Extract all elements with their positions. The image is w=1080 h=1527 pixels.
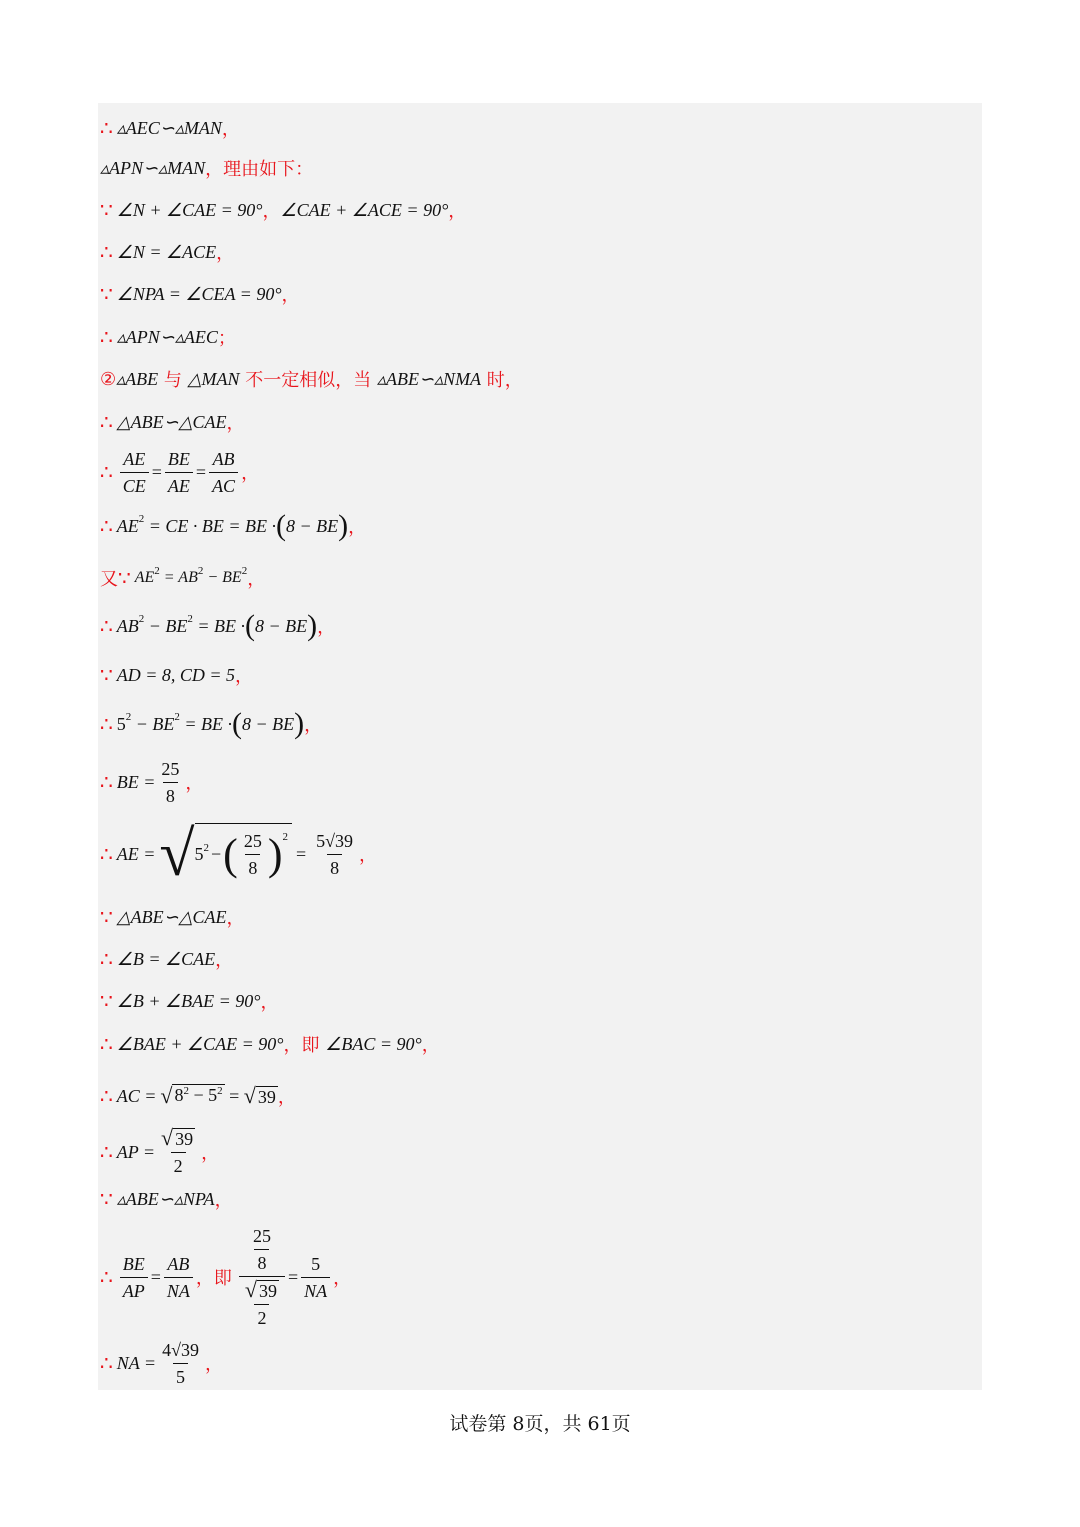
numerator: 25 bbox=[252, 1226, 271, 1246]
punctuation: ， bbox=[247, 569, 266, 590]
lhs: BE = bbox=[116, 771, 156, 792]
line-4 bbox=[100, 239, 982, 265]
lhs: AP = bbox=[116, 1141, 156, 1162]
text-3: 时， bbox=[481, 370, 523, 391]
math-part: 8 − BE bbox=[255, 615, 308, 636]
math-part: AE bbox=[116, 515, 139, 536]
equals: = bbox=[151, 461, 162, 482]
right-paren: ) bbox=[307, 609, 318, 642]
fraction-5-na bbox=[301, 1253, 330, 1302]
base: 5 bbox=[194, 844, 204, 864]
punctuation: ， bbox=[221, 119, 240, 140]
radical-2 bbox=[244, 1083, 278, 1109]
punctuation: ， bbox=[216, 243, 235, 264]
math-expr-b: ∠BAC = 90° bbox=[325, 1033, 422, 1054]
lhs: NA = bbox=[116, 1352, 157, 1373]
therefore-symbol: ∴ bbox=[100, 1140, 113, 1164]
math-part: AB bbox=[116, 615, 139, 636]
punctuation: ， bbox=[260, 992, 279, 1013]
therefore-symbol: ∴ bbox=[100, 325, 113, 349]
math-expr: ▵AEC∽▵MAN bbox=[116, 117, 222, 138]
exponent: 2 bbox=[187, 613, 193, 625]
exponent: 2 bbox=[282, 830, 288, 843]
denominator: CE bbox=[120, 472, 149, 497]
equals: = bbox=[150, 1266, 161, 1287]
radical-sign: √ bbox=[161, 1125, 174, 1150]
therefore-symbol: ∴ bbox=[100, 514, 113, 538]
numerator: AE bbox=[123, 448, 146, 469]
denominator: AP bbox=[120, 1277, 148, 1302]
left-paren: ( bbox=[232, 707, 243, 740]
therefore-symbol: ∴ bbox=[100, 116, 113, 140]
radicand bbox=[172, 1084, 224, 1108]
fraction-ab-ac bbox=[209, 448, 238, 497]
line-1 bbox=[100, 115, 982, 141]
exponent: 2 bbox=[174, 711, 180, 723]
fraction-result bbox=[159, 1339, 202, 1388]
line-3 bbox=[100, 197, 982, 223]
line-18 bbox=[100, 946, 982, 972]
therefore-symbol: ∴ bbox=[100, 1084, 113, 1108]
math-part: − BE bbox=[144, 615, 188, 636]
because-symbol: ∵ bbox=[100, 282, 113, 306]
line-15 bbox=[100, 755, 982, 809]
line-2 bbox=[100, 155, 982, 181]
denominator: AE bbox=[165, 472, 193, 497]
text-2: 不一定相似，当 bbox=[239, 370, 377, 391]
punctuation: ； bbox=[217, 328, 236, 349]
line-8 bbox=[100, 409, 982, 435]
connective: ，即 bbox=[195, 1268, 232, 1289]
math-expr: △ABE∽△CAE bbox=[116, 411, 227, 432]
therefore-symbol: ∴ bbox=[100, 460, 113, 484]
because-symbol: ∵ bbox=[100, 663, 113, 687]
punctuation: ， bbox=[317, 617, 336, 638]
equals: = bbox=[224, 1085, 244, 1106]
fraction-25-8 bbox=[250, 1225, 274, 1274]
math-part: 5 bbox=[116, 713, 126, 734]
denominator: 8 bbox=[254, 1249, 269, 1274]
therefore-symbol: ∴ bbox=[100, 712, 113, 736]
solution-panel bbox=[98, 103, 982, 1390]
therefore-symbol: ∴ bbox=[100, 1265, 113, 1289]
math-expr: ∠B = ∠CAE bbox=[116, 948, 216, 969]
denominator: NA bbox=[301, 1277, 330, 1302]
punctuation: ， bbox=[185, 773, 204, 794]
numerator: 5 bbox=[311, 1253, 321, 1274]
fraction-25-8 bbox=[241, 830, 265, 879]
math-expr: ∠B + ∠BAE = 90° bbox=[116, 990, 261, 1011]
punctuation: ， bbox=[421, 1035, 440, 1056]
line-23 bbox=[100, 1186, 982, 1212]
because-symbol: ∵ bbox=[100, 905, 113, 929]
connective: ，即 bbox=[283, 1035, 326, 1056]
radical-sign: √ bbox=[160, 1083, 173, 1108]
text-1: 与 bbox=[158, 370, 188, 391]
math-expr-a: ▵ABE bbox=[116, 368, 159, 389]
numerator: BE bbox=[167, 448, 190, 469]
therefore-symbol: ∴ bbox=[100, 770, 113, 794]
also-text: 又 bbox=[100, 569, 118, 590]
line-19 bbox=[100, 988, 982, 1014]
math-expr-a: ∠N + ∠CAE = 90° bbox=[116, 199, 263, 220]
therefore-symbol: ∴ bbox=[100, 947, 113, 971]
exponent: 2 bbox=[125, 711, 132, 723]
therefore-symbol: ∴ bbox=[100, 842, 113, 866]
fraction-ae-ce bbox=[120, 448, 149, 497]
punctuation: ， bbox=[448, 201, 467, 222]
fraction-ab-na bbox=[164, 1253, 193, 1302]
radical-1 bbox=[160, 1083, 224, 1109]
fraction-be-ae bbox=[165, 448, 193, 497]
math-part: − BE bbox=[131, 713, 175, 734]
punctuation: ， bbox=[241, 463, 260, 484]
radical bbox=[159, 818, 292, 889]
math-part: − BE bbox=[203, 569, 242, 586]
math-part: = BE · bbox=[179, 713, 233, 734]
math-part: 8 − BE bbox=[242, 713, 295, 734]
therefore-symbol: ∴ bbox=[100, 1351, 113, 1375]
math-expr: ∠N = ∠ACE bbox=[116, 241, 217, 262]
fraction-sqrt39-2 bbox=[242, 1279, 282, 1329]
numerator bbox=[242, 1279, 282, 1304]
denominator: AC bbox=[209, 472, 238, 497]
numerator: BE bbox=[122, 1253, 145, 1274]
math-expr: ∠NPA = ∠CEA = 90° bbox=[116, 283, 282, 304]
exponent: 2 bbox=[203, 841, 209, 854]
punctuation: ， bbox=[348, 517, 367, 538]
fraction-sqrt39-2 bbox=[158, 1127, 198, 1177]
math-expr-a: ∠BAE + ∠CAE = 90° bbox=[116, 1033, 284, 1054]
left-paren: ( bbox=[276, 509, 287, 542]
exponent: 2 bbox=[154, 565, 160, 577]
punctuation: ， bbox=[215, 950, 234, 971]
math-part: = BE · bbox=[192, 615, 246, 636]
radical-sign: √ bbox=[159, 818, 195, 889]
math-expr-c: ▵ABE∽▵NMA bbox=[376, 368, 482, 389]
denominator: 8 bbox=[163, 782, 178, 807]
therefore-symbol: ∴ bbox=[100, 1032, 113, 1056]
denominator: 2 bbox=[254, 1304, 269, 1329]
line-17 bbox=[100, 904, 982, 930]
punctuation: ， bbox=[333, 1268, 352, 1289]
math-part: = AB bbox=[159, 569, 198, 586]
punctuation: ， bbox=[281, 285, 300, 306]
math-expr: AD = 8, CD = 5 bbox=[116, 664, 236, 685]
base: 8 bbox=[174, 1085, 184, 1105]
lhs: AE = bbox=[116, 843, 156, 864]
page-footer: 试卷第 8页，共 61页 bbox=[449, 1413, 631, 1435]
left-paren: ( bbox=[223, 830, 238, 879]
line-13 bbox=[100, 662, 982, 688]
denominator: 8 bbox=[245, 854, 260, 879]
math-part: 8 − BE bbox=[286, 515, 339, 536]
right-paren: ) bbox=[338, 509, 349, 542]
radicand: 39 bbox=[175, 1128, 194, 1149]
case-number: ② bbox=[100, 368, 117, 390]
line-21 bbox=[100, 1080, 982, 1112]
line-12 bbox=[100, 609, 982, 643]
line-7 bbox=[100, 366, 982, 392]
complex-fraction bbox=[239, 1225, 285, 1329]
line-5 bbox=[100, 281, 982, 307]
line-22 bbox=[100, 1125, 982, 1179]
punctuation: ， bbox=[359, 845, 378, 866]
denominator: 8 bbox=[327, 854, 342, 879]
math-expr: ▵APN∽▵MAN bbox=[100, 157, 206, 178]
punctuation: ， bbox=[304, 715, 323, 736]
line-10 bbox=[100, 509, 982, 543]
complex-denominator bbox=[239, 1276, 285, 1329]
reason-text: ，理由如下： bbox=[205, 159, 314, 180]
math-expr-b: ∠CAE + ∠ACE = 90° bbox=[280, 199, 449, 220]
denominator: 2 bbox=[171, 1152, 186, 1177]
punctuation: ， bbox=[226, 908, 245, 929]
fraction-be-ap bbox=[120, 1253, 148, 1302]
numerator bbox=[158, 1127, 198, 1152]
minus: − bbox=[211, 844, 222, 864]
therefore-symbol: ∴ bbox=[100, 240, 113, 264]
fraction-result bbox=[313, 830, 356, 879]
numerator: 25 bbox=[243, 831, 262, 851]
because-symbol: ∵ bbox=[118, 566, 131, 590]
math-part: = CE · BE = BE · bbox=[144, 515, 277, 536]
numerator: AB bbox=[212, 448, 235, 469]
math-expr: ▵APN∽▵AEC bbox=[116, 326, 218, 347]
math-expr: △ABE∽△CAE bbox=[116, 906, 227, 927]
denominator: 5 bbox=[173, 1363, 188, 1388]
punctuation: ， bbox=[201, 1143, 220, 1164]
punctuation: ， bbox=[235, 666, 254, 687]
line-9 bbox=[100, 445, 982, 499]
line-20 bbox=[100, 1031, 982, 1057]
math-expr: ▵ABE∽▵NPA bbox=[116, 1188, 215, 1209]
line-11 bbox=[100, 565, 982, 591]
numerator: 5√39 bbox=[316, 830, 354, 851]
right-paren: ) bbox=[294, 707, 305, 740]
math-expr-b: △MAN bbox=[187, 368, 240, 389]
punctuation: ， bbox=[277, 1087, 296, 1108]
fraction-25-8 bbox=[158, 758, 182, 807]
line-24 bbox=[100, 1227, 982, 1327]
numerator: AB bbox=[167, 1253, 190, 1274]
because-symbol: ∵ bbox=[100, 198, 113, 222]
complex-numerator bbox=[247, 1225, 277, 1276]
radical-sign: √ bbox=[243, 1083, 256, 1108]
line-25 bbox=[100, 1336, 982, 1390]
exponent: 2 bbox=[217, 1085, 223, 1097]
equals: = bbox=[295, 843, 307, 864]
exponent: 2 bbox=[138, 613, 145, 625]
left-paren: ( bbox=[245, 609, 256, 642]
right-paren: ) bbox=[267, 830, 283, 879]
punctuation: ， bbox=[214, 1190, 233, 1211]
radical-sign: √ bbox=[244, 1277, 257, 1302]
because-symbol: ∵ bbox=[100, 989, 113, 1013]
therefore-symbol: ∴ bbox=[100, 410, 113, 434]
line-14 bbox=[100, 707, 982, 741]
exponent: 2 bbox=[183, 1085, 189, 1097]
numerator: 25 bbox=[161, 758, 180, 779]
exponent: 2 bbox=[138, 513, 145, 525]
math-part: AE bbox=[134, 569, 155, 586]
line-6 bbox=[100, 324, 982, 350]
denominator: NA bbox=[164, 1277, 193, 1302]
therefore-symbol: ∴ bbox=[100, 614, 113, 638]
radicand: 39 bbox=[258, 1280, 277, 1301]
equals: = bbox=[287, 1266, 299, 1287]
punctuation: ， bbox=[204, 1354, 223, 1375]
radicand bbox=[195, 823, 292, 885]
exponent: 2 bbox=[241, 565, 248, 577]
because-symbol: ∵ bbox=[100, 1187, 113, 1211]
separator: ， bbox=[262, 201, 281, 222]
radicand: 39 bbox=[257, 1086, 276, 1107]
base: − 5 bbox=[188, 1085, 218, 1105]
numerator: 4√39 bbox=[162, 1339, 199, 1360]
equals: = bbox=[195, 461, 207, 482]
lhs: AC = bbox=[116, 1085, 157, 1106]
line-16 bbox=[100, 818, 982, 889]
exponent: 2 bbox=[197, 565, 204, 577]
punctuation: ， bbox=[226, 413, 245, 434]
